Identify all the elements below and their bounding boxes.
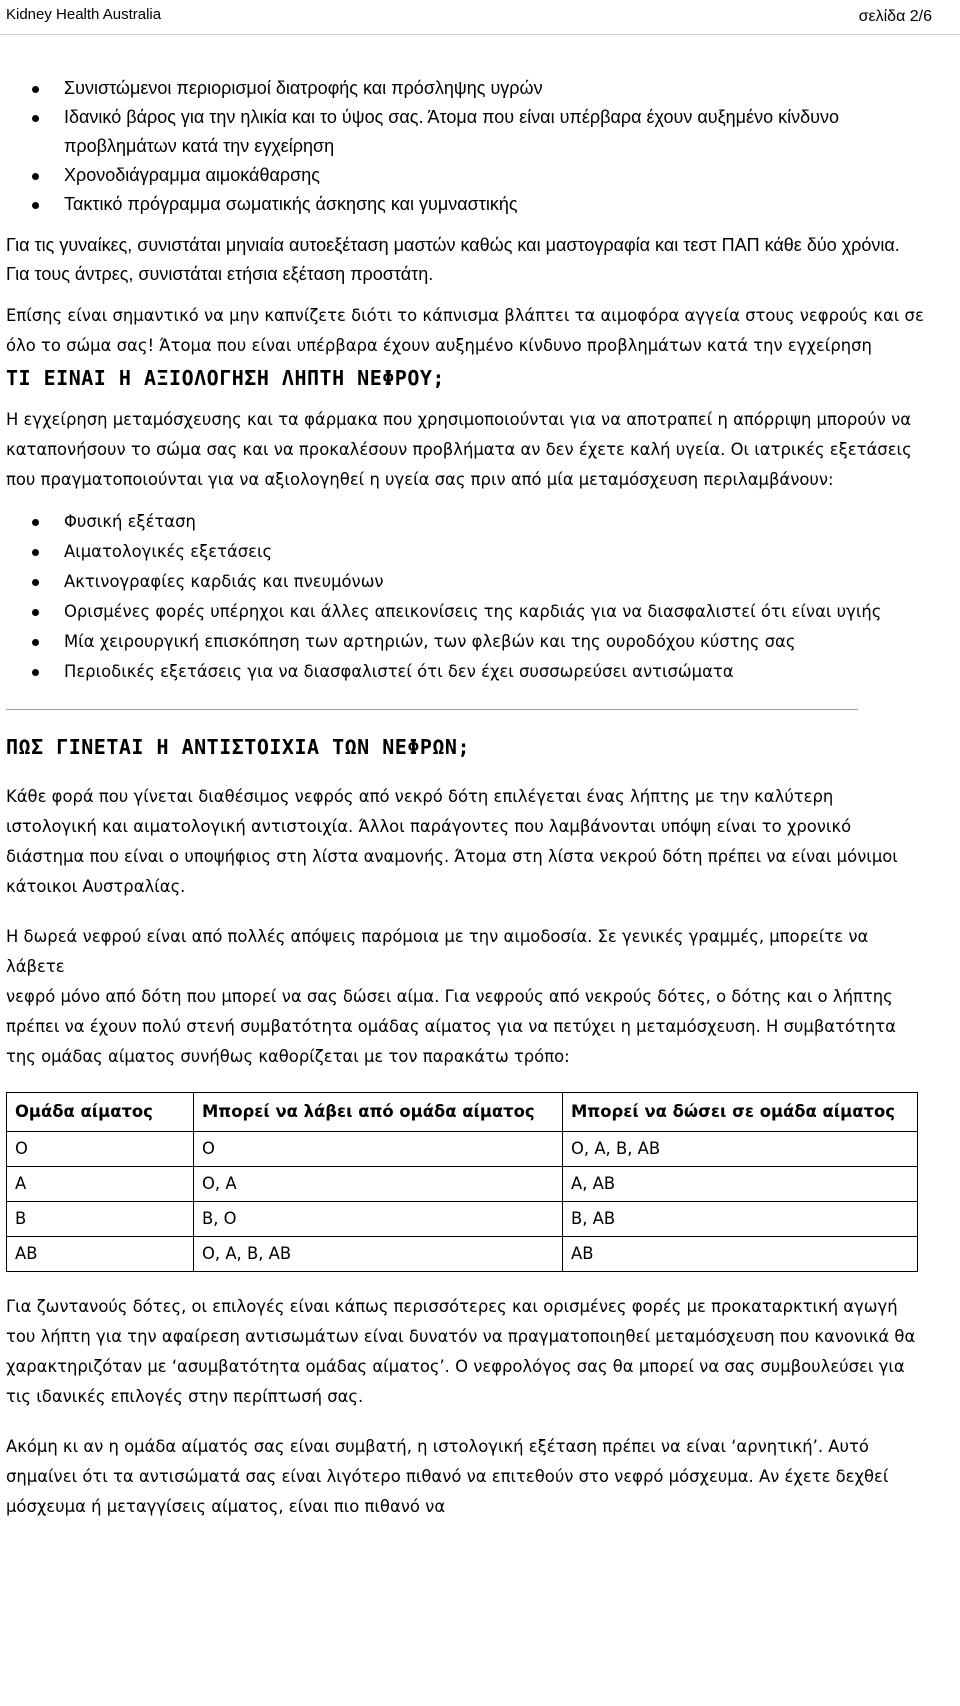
column-header: Μπορεί να λάβει από ομάδα αίματος: [194, 1093, 563, 1132]
table-cell: B, O: [194, 1202, 563, 1237]
section-heading-matching: ΠΩΣ ΓΙΝΕΤΑΙ Η ΑΝΤΙΣΤΟΙΧΙΑ ΤΩΝ ΝΕΦΡΩΝ;: [6, 735, 471, 759]
organization-name: Kidney Health Australia: [6, 6, 162, 23]
document-body: [6, 74, 926, 1522]
section-divider: [6, 709, 858, 710]
section-heading-assessment: ΤΙ ΕΙΝΑΙ Η ΑΞΙΟΛΟΓΗΣΗ ΛΗΠΤΗ ΝΕΦΡΟΥ;: [6, 366, 445, 390]
table-cell: O: [7, 1132, 194, 1167]
bullet-icon: [32, 173, 39, 180]
intro-bullet-list: [6, 74, 926, 219]
column-header: Ομάδα αίματος: [7, 1093, 194, 1132]
table-cell: O, A, B, AB: [194, 1237, 563, 1272]
table-header-row: [7, 1093, 918, 1132]
table-cell: B, AB: [563, 1202, 918, 1237]
tissue-typing-paragraph: Ακόμη κι αν η ομάδα αίματός σας είναι συμβατή, η ιστολογική εξέταση πρέπει να είναι ‘αρνητική’. Αυτό σημαίνει ότι τα αντισώματά σας είναι λιγότερο πιθανό να επιτεθούν στο νεφρό μόσχευμα. Αν έχετε δεχθεί μόσχευμα ή μεταγγίσεις αίματος, είναι πιο πιθανό να: [6, 1437, 889, 1516]
table-row: [7, 1132, 918, 1167]
donation-text-line-1: Η δωρεά νεφρού είναι από πολλές απόψεις παρόμοια με την αιμοδοσία. Σε γενικές γραμμές, μπορείτε να λάβετε: [6, 927, 869, 976]
living-donor-paragraph: Για ζωντανούς δότες, οι επιλογές είναι κάπως περισσότερες και ορισμένες φορές με προκαταρκτική αγωγή του λήπτη για την αφαίρεση αντισωμάτων είναι δυνατόν να πραγματοποιηθεί μεταμόσχευση που κανονικά θα χαρακτηριζόταν με ‘ασυμβατότητα ομάδας αίματος’. Ο νεφρολόγος σας θα μπορεί να σας συμβουλεύσει για τις ιδανικές επιλογές στην περίπτωσή σας.: [6, 1297, 916, 1406]
screening-paragraph: Για τις γυναίκες, συνιστάται μηνιαία αυτοεξέταση μαστών καθώς και μαστογραφία και τεστ ΠΑΠ κάθε δύο χρόνια. Για τους άντρες, συνιστάται ετήσια εξέταση προστάτη.: [6, 235, 900, 284]
list-item: Φυσική εξέταση: [6, 507, 926, 537]
list-item: Μία χειρουργική επισκόπηση των αρτηριών, των φλεβών και της ουροδόχου κύστης σας: [6, 627, 926, 657]
bullet-icon: [32, 639, 39, 646]
bullet-icon: [32, 579, 39, 586]
list-item: Ακτινογραφίες καρδιάς και πνευμόνων: [6, 567, 926, 597]
bullet-icon: [32, 549, 39, 556]
table-cell: AB: [563, 1237, 918, 1272]
table-cell: A: [7, 1167, 194, 1202]
bullet-icon: [32, 115, 39, 122]
list-item: Τακτικό πρόγραμμα σωματικής άσκησης και γυμναστικής: [6, 190, 926, 219]
donation-paragraph: [6, 922, 926, 1072]
donation-text-line-2: νεφρό μόνο από δότη που μπορεί να σας δώσει αίμα. Για νεφρούς από νεκρούς δότες, ο δότης και ο λήπτης πρέπει να έχουν πολύ στενή συμβατότητα ομάδας αίματος για να πετύχει η μεταμόσχευση. Η συμβατότητα της ομάδας αίματος συνήθως καθορίζεται με τον παρακάτω τρόπο:: [6, 987, 896, 1066]
table-cell: O, A: [194, 1167, 563, 1202]
table-cell: O, A, B, AB: [563, 1132, 918, 1167]
list-item: Ιδανικό βάρος για την ηλικία και το ύψος σας. Άτομα που είναι υπέρβαρα έχουν αυξημένο κίνδυνο προβλημάτων κατά την εγχείρηση: [6, 103, 926, 161]
bullet-icon: [32, 519, 39, 526]
list-item: Αιματολογικές εξετάσεις: [6, 537, 926, 567]
table-row: [7, 1202, 918, 1237]
bullet-icon: [32, 669, 39, 676]
list-item: Συνιστώμενοι περιορισμοί διατροφής και πρόσληψης υγρών: [6, 74, 926, 103]
assessment-paragraph: Η εγχείρηση μεταμόσχευσης και τα φάρμακα που χρησιμοποιούνται για να αποτραπεί η απόρριψη μπορούν να καταπονήσουν το σώμα σας και να προκαλέσουν προβλήματα αν δεν έχετε καλή υγεία. Οι ιατρικές εξετάσεις που πραγματοποιούνται για να αξιολογηθεί η υγεία σας πριν από μία μεταμόσχευση περιλαμβάνουν:: [6, 410, 912, 489]
table-cell: AB: [7, 1237, 194, 1272]
page-header: [0, 0, 960, 35]
bullet-icon: [32, 86, 39, 93]
table-row: [7, 1167, 918, 1202]
table-row: [7, 1237, 918, 1272]
blood-compatibility-table: [6, 1092, 918, 1272]
table-cell: B: [7, 1202, 194, 1237]
table-cell: O: [194, 1132, 563, 1167]
bullet-icon: [32, 609, 39, 616]
bullet-icon: [32, 202, 39, 209]
table-cell: A, AB: [563, 1167, 918, 1202]
exam-bullet-list: [6, 507, 926, 687]
list-item: Περιοδικές εξετάσεις για να διασφαλιστεί ότι δεν έχει συσσωρεύσει αντισώματα: [6, 657, 926, 687]
list-item: Χρονοδιάγραμμα αιμοκάθαρσης: [6, 161, 926, 190]
page-number: σελίδα 2/6: [858, 8, 932, 25]
list-item: Ορισμένες φορές υπέρηχοι και άλλες απεικονίσεις της καρδιάς για να διασφαλιστεί ότι είναι υγιής: [6, 597, 926, 627]
matching-paragraph: Κάθε φορά που γίνεται διαθέσιμος νεφρός από νεκρό δότη επιλέγεται ένας λήπτης με την καλύτερη ιστολογική και αιματολογική αντιστοιχία. Άλλοι παράγοντες που λαμβάνονται υπόψη είναι το χρονικό διάστημα που είναι ο υποψήφιος στη λίστα αναμονής. Άτομα στη λίστα νεκρού δότη πρέπει να είναι μόνιμοι κάτοικοι Αυστραλίας.: [6, 787, 898, 896]
column-header: Μπορεί να δώσει σε ομάδα αίματος: [563, 1093, 918, 1132]
smoking-paragraph: Επίσης είναι σημαντικό να μην καπνίζετε διότι το κάπνισμα βλάπτει τα αιμοφόρα αγγεία στους νεφρούς και σε όλο το σώμα σας! Άτομα που είναι υπέρβαρα έχουν αυξημένο κίνδυνο προβλημάτων κατά την εγχείρηση: [6, 306, 924, 355]
